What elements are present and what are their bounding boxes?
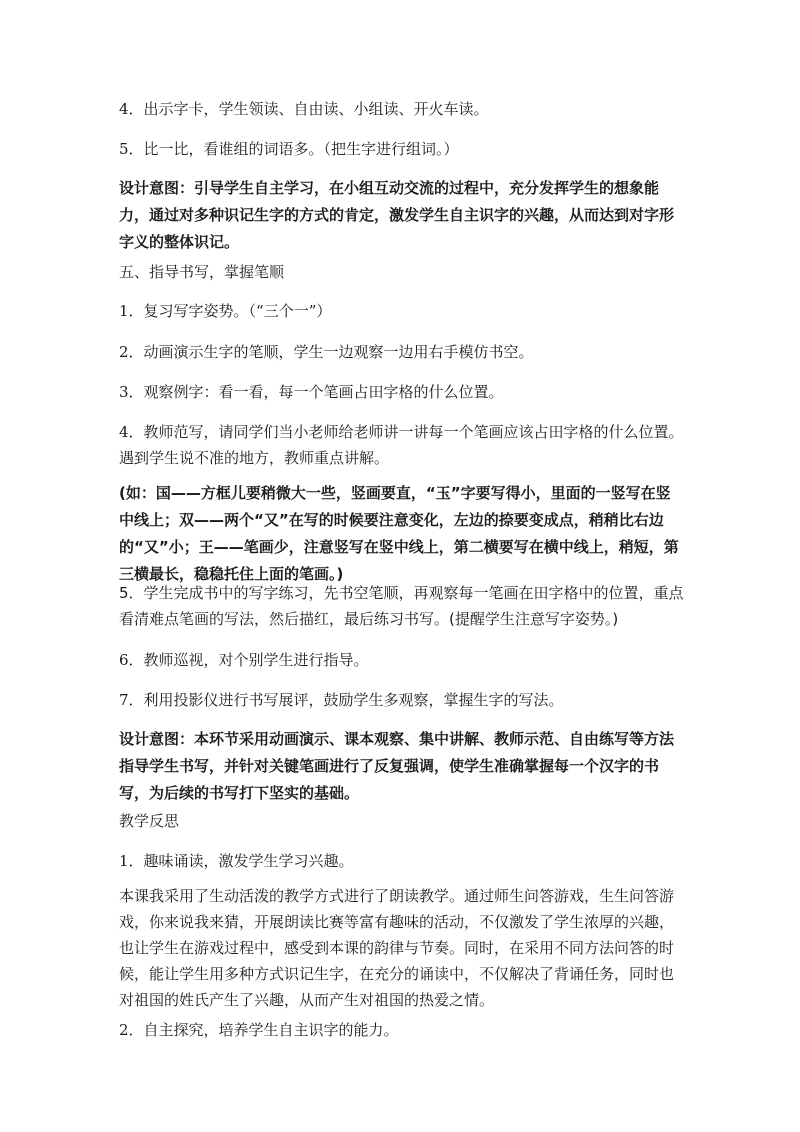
writing-step-4: 4．教师范写，请同学们当小老师给老师讲一讲每一个笔画应该占田字格的什么位置。遇到学生说不准的地方，教师重点讲解。 — [119, 423, 684, 467]
reflection-point-1: 1．趣味诵读，激发学生学习兴趣。 — [119, 852, 354, 870]
writing-step-6: 6．教师巡视，对个别学生进行指导。 — [119, 651, 369, 669]
reflection-point-2: 2．自主探究，培养学生自主识字的能力。 — [119, 1021, 399, 1039]
design-intent-writing: 设计意图：本环节采用动画演示、课本观察、集中讲解、教师示范、自由练写等方法指导学生书写，并针对关键笔画进行了反复强调，使学生准确掌握每一个汉字的书写，为后续的书写打下坚实的基础。 — [119, 730, 675, 802]
writing-step-1: 1．复习写字姿势。（“三个一”） — [119, 302, 332, 320]
writing-step-5: 5．学生完成书中的写字练习，先书空笔顺，再观察每一笔画在田字格中的位置，重点看清难点笔画的写法，然后描红，最后练习书写。(提醒学生注意写字姿势。) — [119, 584, 684, 628]
writing-step-7: 7．利用投影仪进行书写展评，鼓励学生多观察，掌握生字的写法。 — [119, 691, 564, 709]
writing-step-3: 3．观察例字：看一看，每一个笔画占田字格的什么位置。 — [119, 383, 504, 401]
reflection-paragraph: 本课我采用了生动活泼的教学方式进行了朗读教学。通过师生问答游戏，生生问答游戏，你来说我来猜，开展朗读比赛等富有趣味的活动，不仅激发了学生浓厚的兴趣，也让学生在游戏过程中，感受到本课的韵律与节奏。同时，在采用不同方法问答的时候，能让学生用多种方式识记生字，在充分的诵读中，不仅解决了背诵任务，同时也对祖国的姓氏产生了兴趣，从而产生对祖国的热爱之情。 — [119, 887, 675, 1009]
design-intent-literacy: 设计意图：引导学生自主学习，在小组互动交流的过程中，充分发挥学生的想象能力，通过对多种识记生字的方式的肯定，激发学生自主识字的兴趣，从而达到对字形字义的整体识记。 — [119, 179, 675, 251]
step-5-word-building: 5．比一比，看谁组的词语多。（把生字进行组词。） — [119, 140, 459, 158]
writing-examples-note: (如：国——方框儿要稍微大一些，竖画要直，“玉”字要写得小，里面的一竖写在竖中线上；双——两个“又”在写的时候要注意变化，左边的捺要变成点，稍稍比右边的“又”小；王——笔画少，注意竖写在竖中线上，第二横要写在横中线上，稍短，第三横最长，稳稳托住上面的笔画。) — [119, 484, 679, 583]
section-heading-reflection: 教学反思 — [119, 812, 180, 830]
writing-step-2: 2．动画演示生字的笔顺，学生一边观察一边用右手模仿书空。 — [119, 343, 534, 361]
step-4-flashcards: 4．出示字卡，学生领读、自由读、小组读、开火车读。 — [119, 100, 489, 118]
section-heading-writing: 五、指导书写，掌握笔顺 — [119, 263, 285, 281]
